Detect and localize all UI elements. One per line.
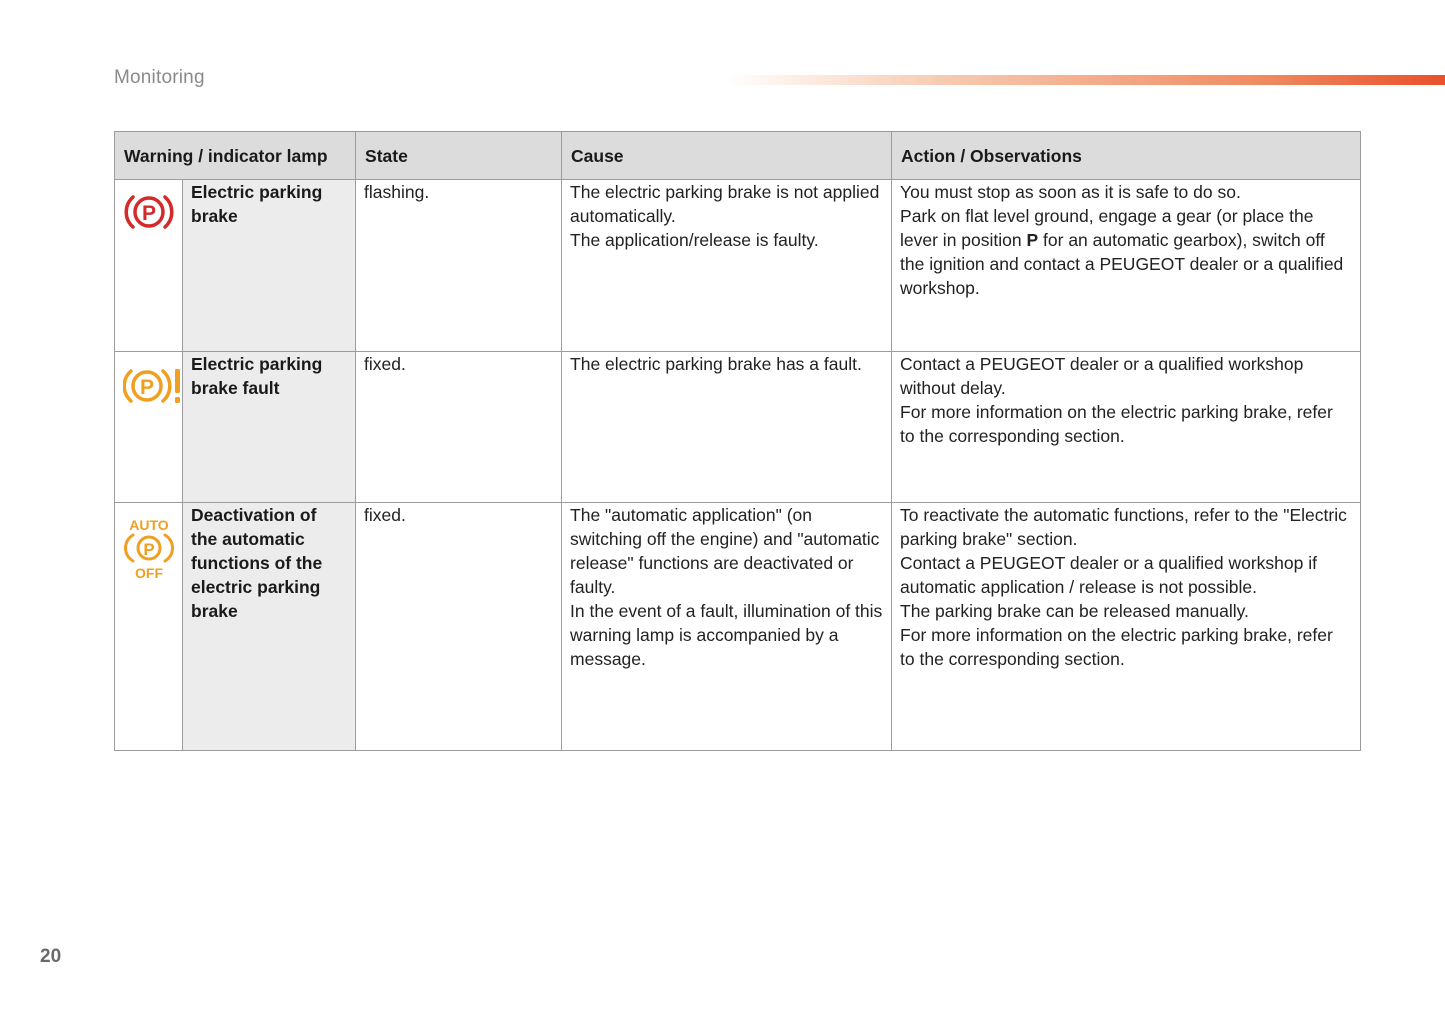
section-title: Monitoring (114, 67, 205, 88)
cause-line: In the event of a fault, illumination of this warning lamp is accompanied by a message. (570, 601, 883, 669)
parking-brake-red-icon (123, 192, 175, 232)
column-header-cause: Cause (562, 132, 892, 180)
table-row (115, 352, 1361, 503)
cause-line: The application/release is faulty. (570, 230, 819, 250)
svg-text:P: P (143, 540, 155, 559)
action-line: Contact a PEUGEOT dealer or a qualified workshop without delay. (900, 354, 1304, 398)
column-header-lamp: Warning / indicator lamp (115, 132, 356, 180)
lamp-action (892, 503, 1361, 751)
column-header-action: Action / Observations (892, 132, 1361, 180)
action-line: The parking brake can be released manually. (900, 601, 1249, 621)
cause-line: The electric parking brake is not applied automatically. (570, 182, 880, 226)
action-line: For more information on the electric parking brake, refer to the corresponding section. (900, 402, 1333, 446)
table-row (115, 180, 1361, 352)
lamp-cause (562, 180, 892, 352)
header-accent-bar (725, 75, 1445, 85)
icon-label-auto: AUTO (129, 517, 169, 533)
column-header-state: State (356, 132, 562, 180)
action-line: You must stop as soon as it is safe to do so. (900, 182, 1241, 202)
lamp-action (892, 352, 1361, 503)
svg-text:P: P (139, 376, 155, 399)
lamp-name: Electric parking brake fault (183, 352, 356, 503)
page-number: 20 (40, 946, 62, 967)
table-row (115, 503, 1361, 751)
action-line: Contact a PEUGEOT dealer or a qualified workshop if automatic application / release is not possible. (900, 553, 1317, 597)
cause-line: The "automatic application" (on switching off the engine) and "automatic release" functions are deactivated or faulty. (570, 505, 880, 597)
action-line: To reactivate the automatic functions, refer to the "Electric parking brake" section. (900, 505, 1347, 549)
action-line: For more information on the electric parking brake, refer to the corresponding section. (900, 625, 1333, 669)
lamp-state: flashing. (356, 180, 562, 352)
auto-off-parking-brake-icon (123, 517, 175, 581)
lamp-cause (562, 503, 892, 751)
lamp-name: Electric parking brake (183, 180, 356, 352)
svg-text:P: P (141, 202, 157, 225)
lamp-icon-cell (115, 180, 183, 352)
action-text: Park on flat level ground, engage a gear (or place the lever in position (900, 206, 1314, 250)
gear-position-label: P (1026, 230, 1039, 250)
action-line (900, 204, 1352, 300)
lamp-state: fixed. (356, 503, 562, 751)
table-header-row (115, 132, 1361, 180)
parking-brake-fault-amber-icon (123, 366, 185, 406)
icon-label-off: OFF (135, 565, 163, 581)
lamp-cause (562, 352, 892, 503)
lamp-action (892, 180, 1361, 352)
lamp-state: fixed. (356, 352, 562, 503)
lamp-icon-cell (115, 352, 183, 503)
cause-line: The electric parking brake has a fault. (570, 354, 862, 374)
lamp-icon-cell (115, 503, 183, 751)
lamp-name: Deactivation of the automatic functions of the electric parking brake (183, 503, 356, 751)
warning-lamp-table (114, 131, 1361, 751)
action-text: for an automatic gearbox), switch off the ignition and contact a PEUGEOT dealer or a qualified workshop. (900, 230, 1344, 298)
